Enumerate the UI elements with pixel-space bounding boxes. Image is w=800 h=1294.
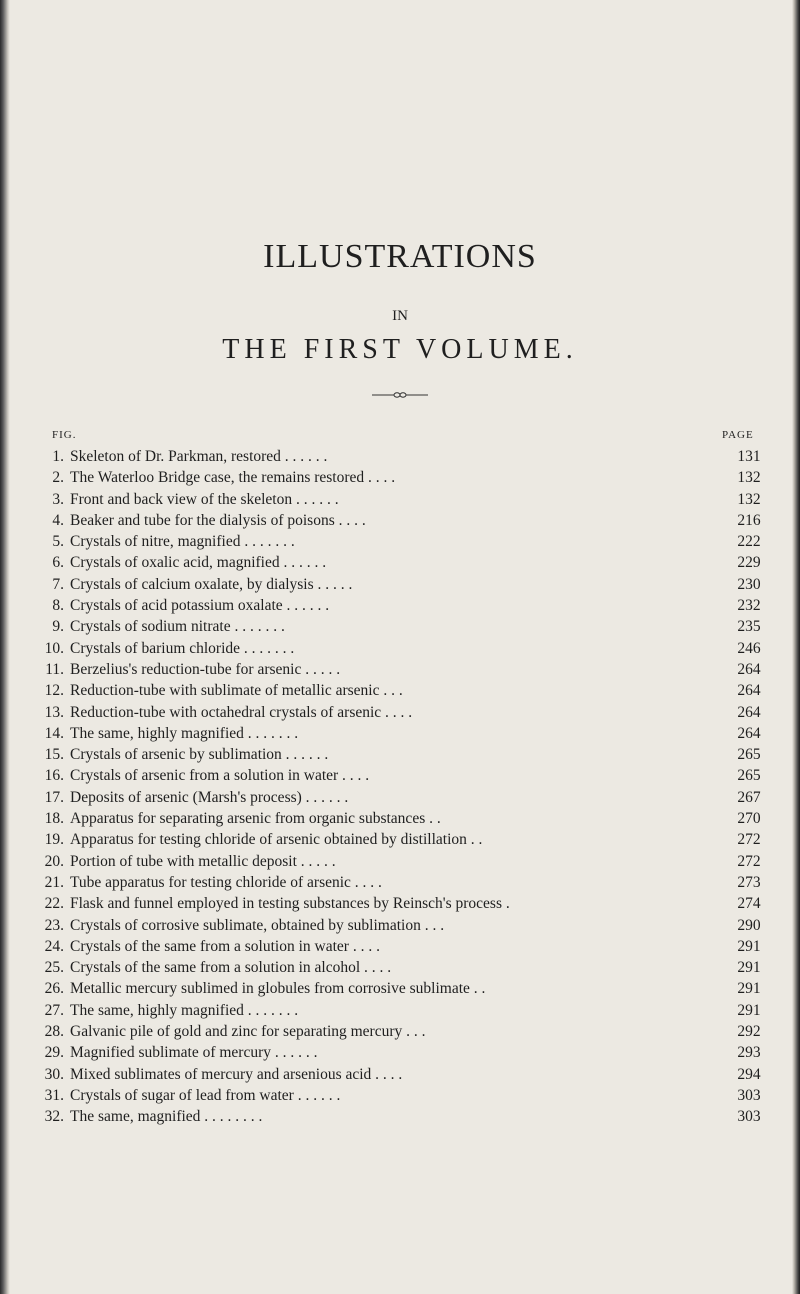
list-item [36, 574, 776, 595]
page-title: ILLUSTRATIONS [263, 238, 537, 275]
list-item [36, 446, 776, 467]
page-number: 265 [737, 767, 761, 785]
figure-number: 8. [52, 597, 64, 615]
page-number: 270 [737, 810, 761, 828]
figure-caption: The Waterloo Bridge case, the remains restored . . . . [70, 469, 396, 487]
figure-caption: Portion of tube with metallic deposit . . . . . [70, 852, 336, 870]
figure-caption: The same, magnified . . . . . . . . [70, 1108, 263, 1126]
list-item [36, 957, 776, 978]
figure-caption: Galvanic pile of gold and zinc for separating mercury . . . [70, 1023, 426, 1041]
list-item [36, 659, 776, 680]
figure-number: 6. [52, 554, 64, 572]
figure-caption: Berzelius's reduction-tube for arsenic . . . . . [70, 660, 341, 678]
list-item [36, 851, 776, 872]
figure-number: 19. [44, 831, 64, 849]
page-number: 303 [737, 1086, 761, 1104]
list-item [36, 552, 776, 573]
list-item [36, 638, 776, 659]
list-item [36, 1106, 776, 1127]
figure-number: 25. [44, 959, 64, 977]
figure-number: 10. [44, 639, 64, 657]
list-item [36, 680, 776, 701]
figure-caption: Front and back view of the skeleton . . . . . . [70, 490, 339, 508]
figure-caption: Crystals of corrosive sublimate, obtained by sublimation . . . [70, 916, 445, 934]
list-item [36, 595, 776, 616]
figure-number: 18. [44, 810, 64, 828]
page-number: 294 [737, 1065, 761, 1083]
figure-caption: Crystals of the same from a solution in water . . . . [70, 937, 380, 955]
list-item [36, 978, 776, 999]
figure-caption: Crystals of barium chloride . . . . . . . [70, 639, 295, 657]
figure-number: 2. [52, 469, 64, 487]
figure-number: 4. [52, 511, 64, 529]
figure-number: 11. [45, 660, 64, 678]
page-number: 264 [737, 682, 761, 700]
figure-caption: Crystals of sugar of lead from water . . . . . . [70, 1086, 341, 1104]
figure-caption: Apparatus for separating arsenic from organic substances . . [70, 810, 441, 828]
figure-caption: Skeleton of Dr. Parkman, restored . . . . . . [70, 448, 328, 465]
page-number: 274 [737, 895, 761, 913]
page-number: 265 [737, 746, 761, 764]
page-number: 216 [737, 511, 761, 529]
title-connector: IN [392, 308, 408, 324]
list-item [36, 936, 776, 957]
figure-caption: Apparatus for testing chloride of arsenic obtained by distillation . . [70, 831, 483, 849]
page-column-header: PAGE [722, 429, 754, 441]
list-item [36, 1064, 776, 1085]
page-subtitle: THE FIRST VOLUME. [222, 334, 578, 365]
figure-number: 31. [44, 1086, 64, 1104]
list-item [36, 872, 776, 893]
fig-column-header: FIG. [52, 429, 77, 441]
page-number: 272 [737, 831, 761, 849]
page-number: 291 [737, 937, 761, 955]
page-number: 293 [737, 1044, 761, 1062]
page-number: 303 [737, 1108, 761, 1126]
list-item [36, 787, 776, 808]
list-item [36, 702, 776, 723]
figure-number: 22. [44, 895, 64, 913]
figure-caption: Reduction-tube with octahedral crystals of arsenic . . . . [70, 703, 413, 721]
figure-caption: Flask and funnel employed in testing substances by Reinsch's process . [70, 895, 510, 913]
list-item [36, 723, 776, 744]
list-item [36, 744, 776, 765]
list-item [36, 893, 776, 914]
figure-number: 14. [44, 724, 64, 742]
page-number: 267 [737, 788, 761, 806]
illustrations-list [36, 446, 776, 1128]
figure-caption: Crystals of sodium nitrate . . . . . . . [70, 618, 285, 636]
page-outer-edge [792, 0, 800, 1294]
figure-number: 13. [44, 703, 64, 721]
page-number: 292 [737, 1023, 761, 1041]
figure-caption: Crystals of arsenic from a solution in water . . . . [70, 767, 370, 785]
figure-caption: Metallic mercury sublimed in globules from corrosive sublimate . . [70, 980, 486, 998]
figure-caption: The same, highly magnified . . . . . . . [70, 724, 299, 742]
page-number: 264 [737, 724, 761, 742]
page-number: 246 [737, 639, 761, 657]
list-item [36, 467, 776, 488]
figure-number: 12. [44, 682, 64, 700]
figure-caption: Crystals of acid potassium oxalate . . . . . . [70, 597, 330, 615]
page-number: 230 [737, 575, 761, 593]
figure-caption: Crystals of oxalic acid, magnified . . . . . . [70, 554, 327, 572]
figure-number: 32. [44, 1108, 64, 1126]
figure-number: 17. [44, 788, 64, 806]
figure-number: 26. [44, 980, 64, 998]
list-item [36, 1021, 776, 1042]
page-number: 222 [737, 533, 761, 551]
figure-number: 3. [52, 490, 64, 508]
list-item [36, 531, 776, 552]
page-number: 291 [737, 1001, 761, 1019]
list-item [36, 1042, 776, 1063]
ornament-divider-icon [372, 391, 428, 399]
page-number: 235 [737, 618, 761, 636]
page-number: 232 [737, 597, 761, 615]
page-number: 132 [737, 469, 761, 487]
list-item [36, 808, 776, 829]
page-number: 229 [737, 554, 761, 572]
figure-caption: Crystals of arsenic by sublimation . . . . . . [70, 746, 329, 764]
list-item [36, 1085, 776, 1106]
figure-number: 15. [44, 746, 64, 764]
figure-caption: Beaker and tube for the dialysis of poisons . . . . [70, 511, 366, 529]
figure-number: 29. [44, 1044, 64, 1062]
page-number: 264 [737, 703, 761, 721]
list-item [36, 1000, 776, 1021]
list-item [36, 765, 776, 786]
figure-number: 20. [44, 852, 64, 870]
list-item [36, 829, 776, 850]
page-number: 264 [737, 660, 761, 678]
figure-caption: The same, highly magnified . . . . . . . [70, 1001, 299, 1019]
figure-caption: Crystals of nitre, magnified . . . . . . . [70, 533, 295, 551]
figure-number: 21. [44, 873, 64, 891]
page-number: 272 [737, 852, 761, 870]
figure-number: 23. [44, 916, 64, 934]
page-number: 290 [737, 916, 761, 934]
figure-number: 28. [44, 1023, 64, 1041]
figure-number: 9. [52, 618, 64, 636]
figure-number: 1. [52, 448, 64, 465]
page-number: 291 [737, 980, 761, 998]
figure-caption: Tube apparatus for testing chloride of arsenic . . . . [70, 873, 382, 891]
figure-caption: Mixed sublimates of mercury and arsenious acid . . . . [70, 1065, 403, 1083]
figure-caption: Reduction-tube with sublimate of metallic arsenic . . . [70, 682, 403, 700]
figure-number: 27. [44, 1001, 64, 1019]
page-number: 273 [737, 873, 761, 891]
list-item [36, 489, 776, 510]
page-number: 131 [737, 448, 761, 465]
figure-caption: Crystals of calcium oxalate, by dialysis . . . . . [70, 575, 353, 593]
figure-number: 24. [44, 937, 64, 955]
figure-caption: Deposits of arsenic (Marsh's process) . . . . . . [70, 788, 349, 806]
figure-number: 7. [52, 575, 64, 593]
list-item [36, 915, 776, 936]
page-binding-edge [0, 0, 10, 1294]
page-number: 132 [737, 490, 761, 508]
figure-caption: Magnified sublimate of mercury . . . . . . [70, 1044, 318, 1062]
figure-caption: Crystals of the same from a solution in alcohol . . . . [70, 959, 392, 977]
figure-number: 5. [52, 533, 64, 551]
figure-number: 30. [44, 1065, 64, 1083]
figure-number: 16. [44, 767, 64, 785]
list-item [36, 616, 776, 637]
list-item [36, 510, 776, 531]
page-number: 291 [737, 959, 761, 977]
